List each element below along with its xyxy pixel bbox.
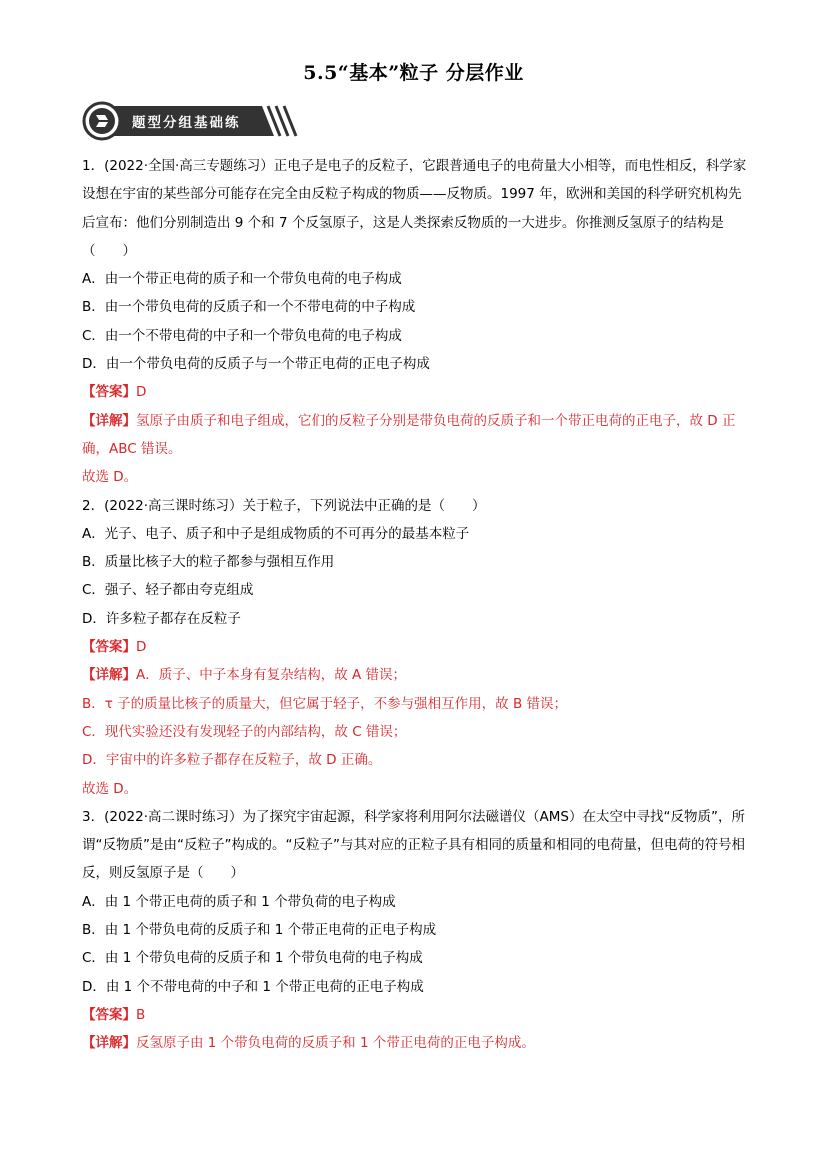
question-3: [82, 803, 748, 1058]
detail-text: A．质子、中子本身有复杂结构，故 A 错误；: [136, 667, 407, 684]
question-1: [82, 152, 748, 492]
detail-line: D．宇宙中的许多粒子都存在反粒子，故 D 正确。: [82, 752, 382, 769]
answer-line: [82, 633, 748, 661]
option-c: C．由 1 个带负电荷的反质子和 1 个带负电荷的电子构成: [82, 950, 423, 967]
option-a: A．由 1 个带正电荷的质子和 1 个带负荷的电子构成: [82, 893, 396, 910]
answer-line: [82, 1001, 748, 1029]
question-list: [82, 152, 748, 1058]
answer-tag: 【答案】: [82, 639, 136, 656]
answer-line: [82, 378, 748, 406]
question-stem: 1．(2022·全国·高三专题练习）正电子是电子的反粒子，它跟普通电子的电荷量大小相等，而电性相反，科学家设想在宇宙的某些部分可能存在完全由反粒子构成的物质——反物质。1997 年，欧洲和美国的科学研究机构先后宣布：他们分别制造出 9 个和 7 个反氢原子，这是人类探索反物质的一大进步。你推测反氢原子的结构是（ ）: [82, 158, 747, 259]
detail-text: 反氢原子由 1 个带负电荷的反质子和 1 个带正电荷的正电子构成。: [136, 1035, 535, 1052]
detail-text: 氢原子由质子和电子组成，它们的反粒子分别是带负电荷的反质子和一个带正电荷的正电子，故 D 正确，ABC 错误。: [82, 412, 736, 457]
conclusion: 故选 D。: [82, 469, 138, 486]
conclusion: 故选 D。: [82, 780, 138, 797]
question-2: [82, 492, 748, 803]
question-stem: 3．(2022·高二课时练习）为了探究宇宙起源，科学家将利用阿尔法磁谱仪（AMS）在太空中寻找“反物质”，所谓“反物质”是由“反粒子”构成的。“反粒子”与其对应的正粒子具有相同的质量和相同的电荷量，但电荷的符号相反，则反氢原子是（ ）: [82, 808, 745, 882]
option-b: B．由 1 个带负电荷的反质子和 1 个带正电荷的正电子构成: [82, 922, 437, 939]
detail-tag: 【详解】: [82, 412, 136, 429]
detail-line: [82, 661, 748, 689]
option-c: C．由一个不带电荷的中子和一个带负电荷的电子构成: [82, 327, 402, 344]
option-d: D．由一个带负电荷的反质子与一个带正电荷的正电子构成: [82, 356, 430, 373]
answer-value: D: [136, 639, 147, 656]
answer-tag: 【答案】: [82, 384, 136, 401]
detail-line: [82, 407, 748, 464]
option-b: B．质量比核子大的粒子都参与强相互作用: [82, 554, 335, 571]
detail-line: B．τ 子的质量比核子的质量大，但它属于轻子，不参与强相互作用，故 B 错误；: [82, 695, 568, 712]
answer-tag: 【答案】: [82, 1006, 136, 1023]
answer-value: B: [136, 1006, 146, 1023]
banner-label: 题型分组基础练: [132, 115, 241, 131]
detail-line: C．现代实验还没有发现轻子的内部结构，故 C 错误；: [82, 723, 407, 740]
answer-value: D: [136, 384, 147, 401]
option-a: A．光子、电子、质子和中子是组成物质的不可再分的最基本粒子: [82, 525, 470, 542]
detail-line: [82, 1029, 748, 1057]
question-stem: 2．(2022·高三课时练习）关于粒子，下列说法中正确的是（ ）: [82, 497, 486, 514]
option-a: A．由一个带正电荷的质子和一个带负电荷的电子构成: [82, 271, 402, 288]
option-d: D．许多粒子都存在反粒子: [82, 610, 241, 627]
option-b: B．由一个带负电荷的反质子和一个不带电荷的中子构成: [82, 299, 416, 316]
page-title: 5.5“基本”粒子 分层作业: [303, 62, 524, 84]
option-d: D．由 1 个不带电荷的中子和 1 个带正电荷的正电子构成: [82, 978, 424, 995]
section-banner: [82, 101, 302, 141]
detail-tag: 【详解】: [82, 1035, 136, 1052]
detail-tag: 【详解】: [82, 667, 136, 684]
option-c: C．强子、轻子都由夸克组成: [82, 582, 254, 599]
